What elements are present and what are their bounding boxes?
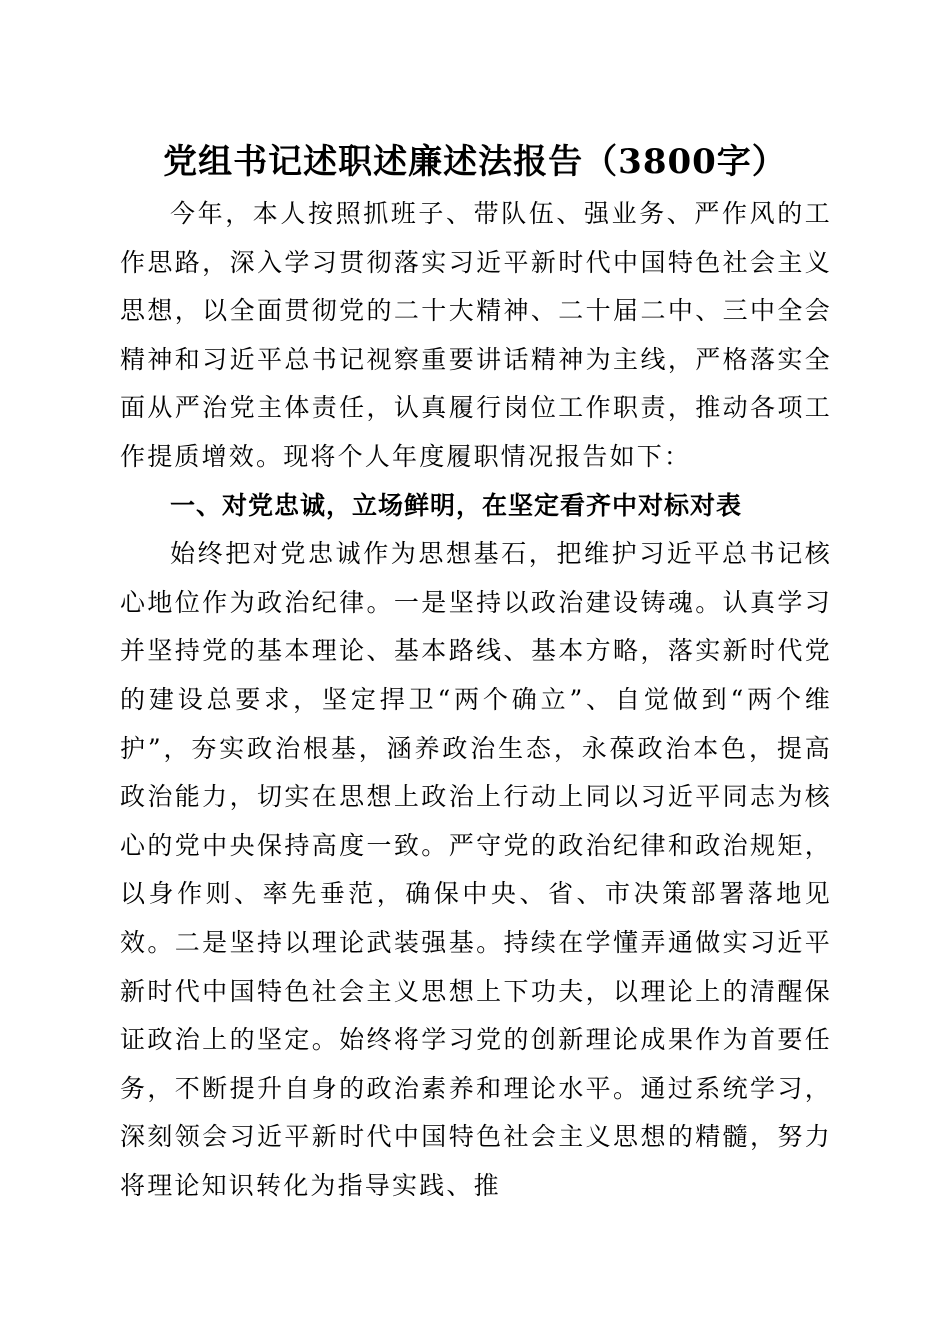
document-body [120,190,832,1210]
section-1-heading: 一、对党忠诚，立场鲜明，在坚定看齐中对标对表 [170,490,743,520]
intro-paragraph: 今年，本人按照抓班子、带队伍、强业务、严作风的工作思路，深入学习贯彻落实习近平新时代中国特色社会主义思想，以全面贯彻党的二十大精神、二十届二中、三中全会精神和习近平总书记视察重要讲话精神为主线，严格落实全面从严治党主体责任，认真履行岗位工作职责，推动各项工作提质增效。现将个人年度履职情况报告如下： [120,199,832,471]
document-title: 党组书记述职述廉述法报告（3800字） [163,142,787,182]
section-1-paragraph: 始终把对党忠诚作为思想基石，把维护习近平总书记核心地位作为政治纪律。一是坚持以政治建设铸魂。认真学习并坚持党的基本理论、基本路线、基本方略，落实新时代党的建设总要求，坚定捍卫“两个确立”、自觉做到“两个维护”，夯实政治根基，涵养政治生态，永葆政治本色，提高政治能力，切实在思想上政治上行动上同以习近平同志为核心的党中央保持高度一致。严守党的政治纪律和政治规矩，以身作则、率先垂范，确保中央、省、市决策部署落地见效。二是坚持以理论武装强基。持续在学懂弄通做实习近平新时代中国特色社会主义思想上下功夫，以理论上的清醒保证政治上的坚定。始终将学习党的创新理论成果作为首要任务，不断提升自身的政治素养和理论水平。通过系统学习，深刻领会习近平新时代中国特色社会主义思想的精髓，努力将理论知识转化为指导实践、推 [120,539,832,1200]
